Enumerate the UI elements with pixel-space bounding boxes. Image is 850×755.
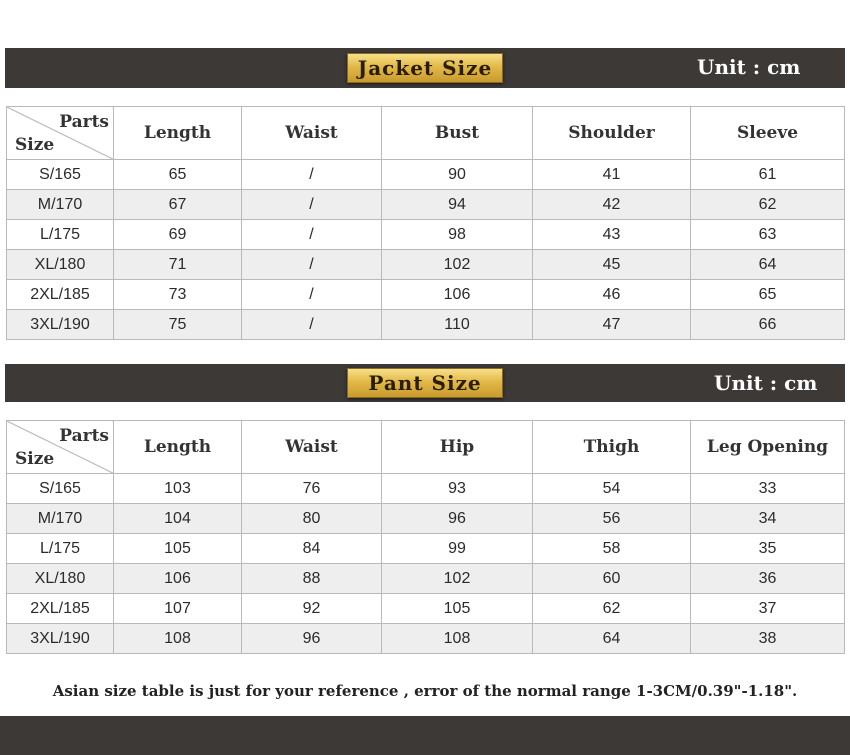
value-cell: 63 [691,220,845,250]
corner-size-label: Size [15,135,55,155]
value-cell: 102 [382,250,533,280]
value-cell: 33 [691,474,845,504]
value-cell: 42 [533,190,691,220]
value-cell: / [242,220,382,250]
size-cell: XL/180 [7,250,114,280]
value-cell: 65 [691,280,845,310]
value-cell: 69 [114,220,242,250]
value-cell: 75 [114,310,242,340]
value-cell: 107 [114,594,242,624]
value-cell: 102 [382,564,533,594]
value-cell: 80 [242,504,382,534]
size-cell: S/165 [7,160,114,190]
column-header: Thigh [533,421,691,474]
table-row [7,624,845,654]
pant-header-row [7,421,845,474]
value-cell: 90 [382,160,533,190]
value-cell: 94 [382,190,533,220]
jacket-unit-label: Unit : cm [697,55,801,79]
value-cell: 84 [242,534,382,564]
value-cell: 58 [533,534,691,564]
value-cell: 106 [114,564,242,594]
value-cell: 45 [533,250,691,280]
value-cell: 66 [691,310,845,340]
table-row [7,280,845,310]
value-cell: 46 [533,280,691,310]
column-header: Shoulder [533,107,691,160]
jacket-corner-cell [7,107,114,160]
column-header: Length [114,107,242,160]
value-cell: 99 [382,534,533,564]
size-cell: 3XL/190 [7,624,114,654]
column-header: Length [114,421,242,474]
jacket-header-band [5,48,845,88]
table-row [7,160,845,190]
corner-parts-label: Parts [59,112,109,132]
table-row [7,220,845,250]
value-cell: 47 [533,310,691,340]
value-cell: / [242,280,382,310]
size-cell: 2XL/185 [7,594,114,624]
table-row [7,564,845,594]
value-cell: 43 [533,220,691,250]
table-row [7,594,845,624]
value-cell: 71 [114,250,242,280]
reference-note: Asian size table is just for your reference , error of the normal range 1-3CM/0.39"-1.18". [52,682,798,700]
size-cell: L/175 [7,220,114,250]
value-cell: / [242,160,382,190]
column-header: Hip [382,421,533,474]
size-cell: M/170 [7,504,114,534]
value-cell: 65 [114,160,242,190]
value-cell: 96 [242,624,382,654]
value-cell: 106 [382,280,533,310]
table-row [7,250,845,280]
value-cell: 93 [382,474,533,504]
value-cell: 96 [382,504,533,534]
column-header: Waist [242,421,382,474]
value-cell: 105 [382,594,533,624]
column-header: Waist [242,107,382,160]
footer-band [0,716,850,755]
table-row [7,190,845,220]
value-cell: 110 [382,310,533,340]
size-cell: 2XL/185 [7,280,114,310]
table-row [7,504,845,534]
value-cell: 41 [533,160,691,190]
value-cell: 92 [242,594,382,624]
jacket-header-row [7,107,845,160]
column-header: Bust [382,107,533,160]
size-cell: S/165 [7,474,114,504]
pant-size-table [6,420,845,654]
table-row [7,310,845,340]
jacket-size-title: Jacket Size [347,53,503,83]
table-row [7,474,845,504]
value-cell: 73 [114,280,242,310]
size-cell: 3XL/190 [7,310,114,340]
pant-size-title: Pant Size [347,368,503,398]
value-cell: / [242,250,382,280]
value-cell: 37 [691,594,845,624]
value-cell: 76 [242,474,382,504]
corner-size-label: Size [15,449,55,469]
pant-unit-label: Unit : cm [714,371,818,395]
column-header: Leg Opening [691,421,845,474]
value-cell: 104 [114,504,242,534]
value-cell: 88 [242,564,382,594]
value-cell: 61 [691,160,845,190]
value-cell: 36 [691,564,845,594]
size-cell: XL/180 [7,564,114,594]
size-cell: L/175 [7,534,114,564]
value-cell: 60 [533,564,691,594]
value-cell: 108 [382,624,533,654]
corner-parts-label: Parts [59,426,109,446]
value-cell: 67 [114,190,242,220]
value-cell: / [242,190,382,220]
value-cell: 105 [114,534,242,564]
value-cell: 56 [533,504,691,534]
value-cell: / [242,310,382,340]
value-cell: 54 [533,474,691,504]
value-cell: 64 [533,624,691,654]
pant-header-band [5,364,845,402]
size-cell: M/170 [7,190,114,220]
value-cell: 62 [533,594,691,624]
value-cell: 98 [382,220,533,250]
table-row [7,534,845,564]
pant-corner-cell [7,421,114,474]
value-cell: 62 [691,190,845,220]
value-cell: 103 [114,474,242,504]
value-cell: 34 [691,504,845,534]
value-cell: 108 [114,624,242,654]
column-header: Sleeve [691,107,845,160]
value-cell: 64 [691,250,845,280]
value-cell: 38 [691,624,845,654]
jacket-size-table [6,106,845,340]
value-cell: 35 [691,534,845,564]
